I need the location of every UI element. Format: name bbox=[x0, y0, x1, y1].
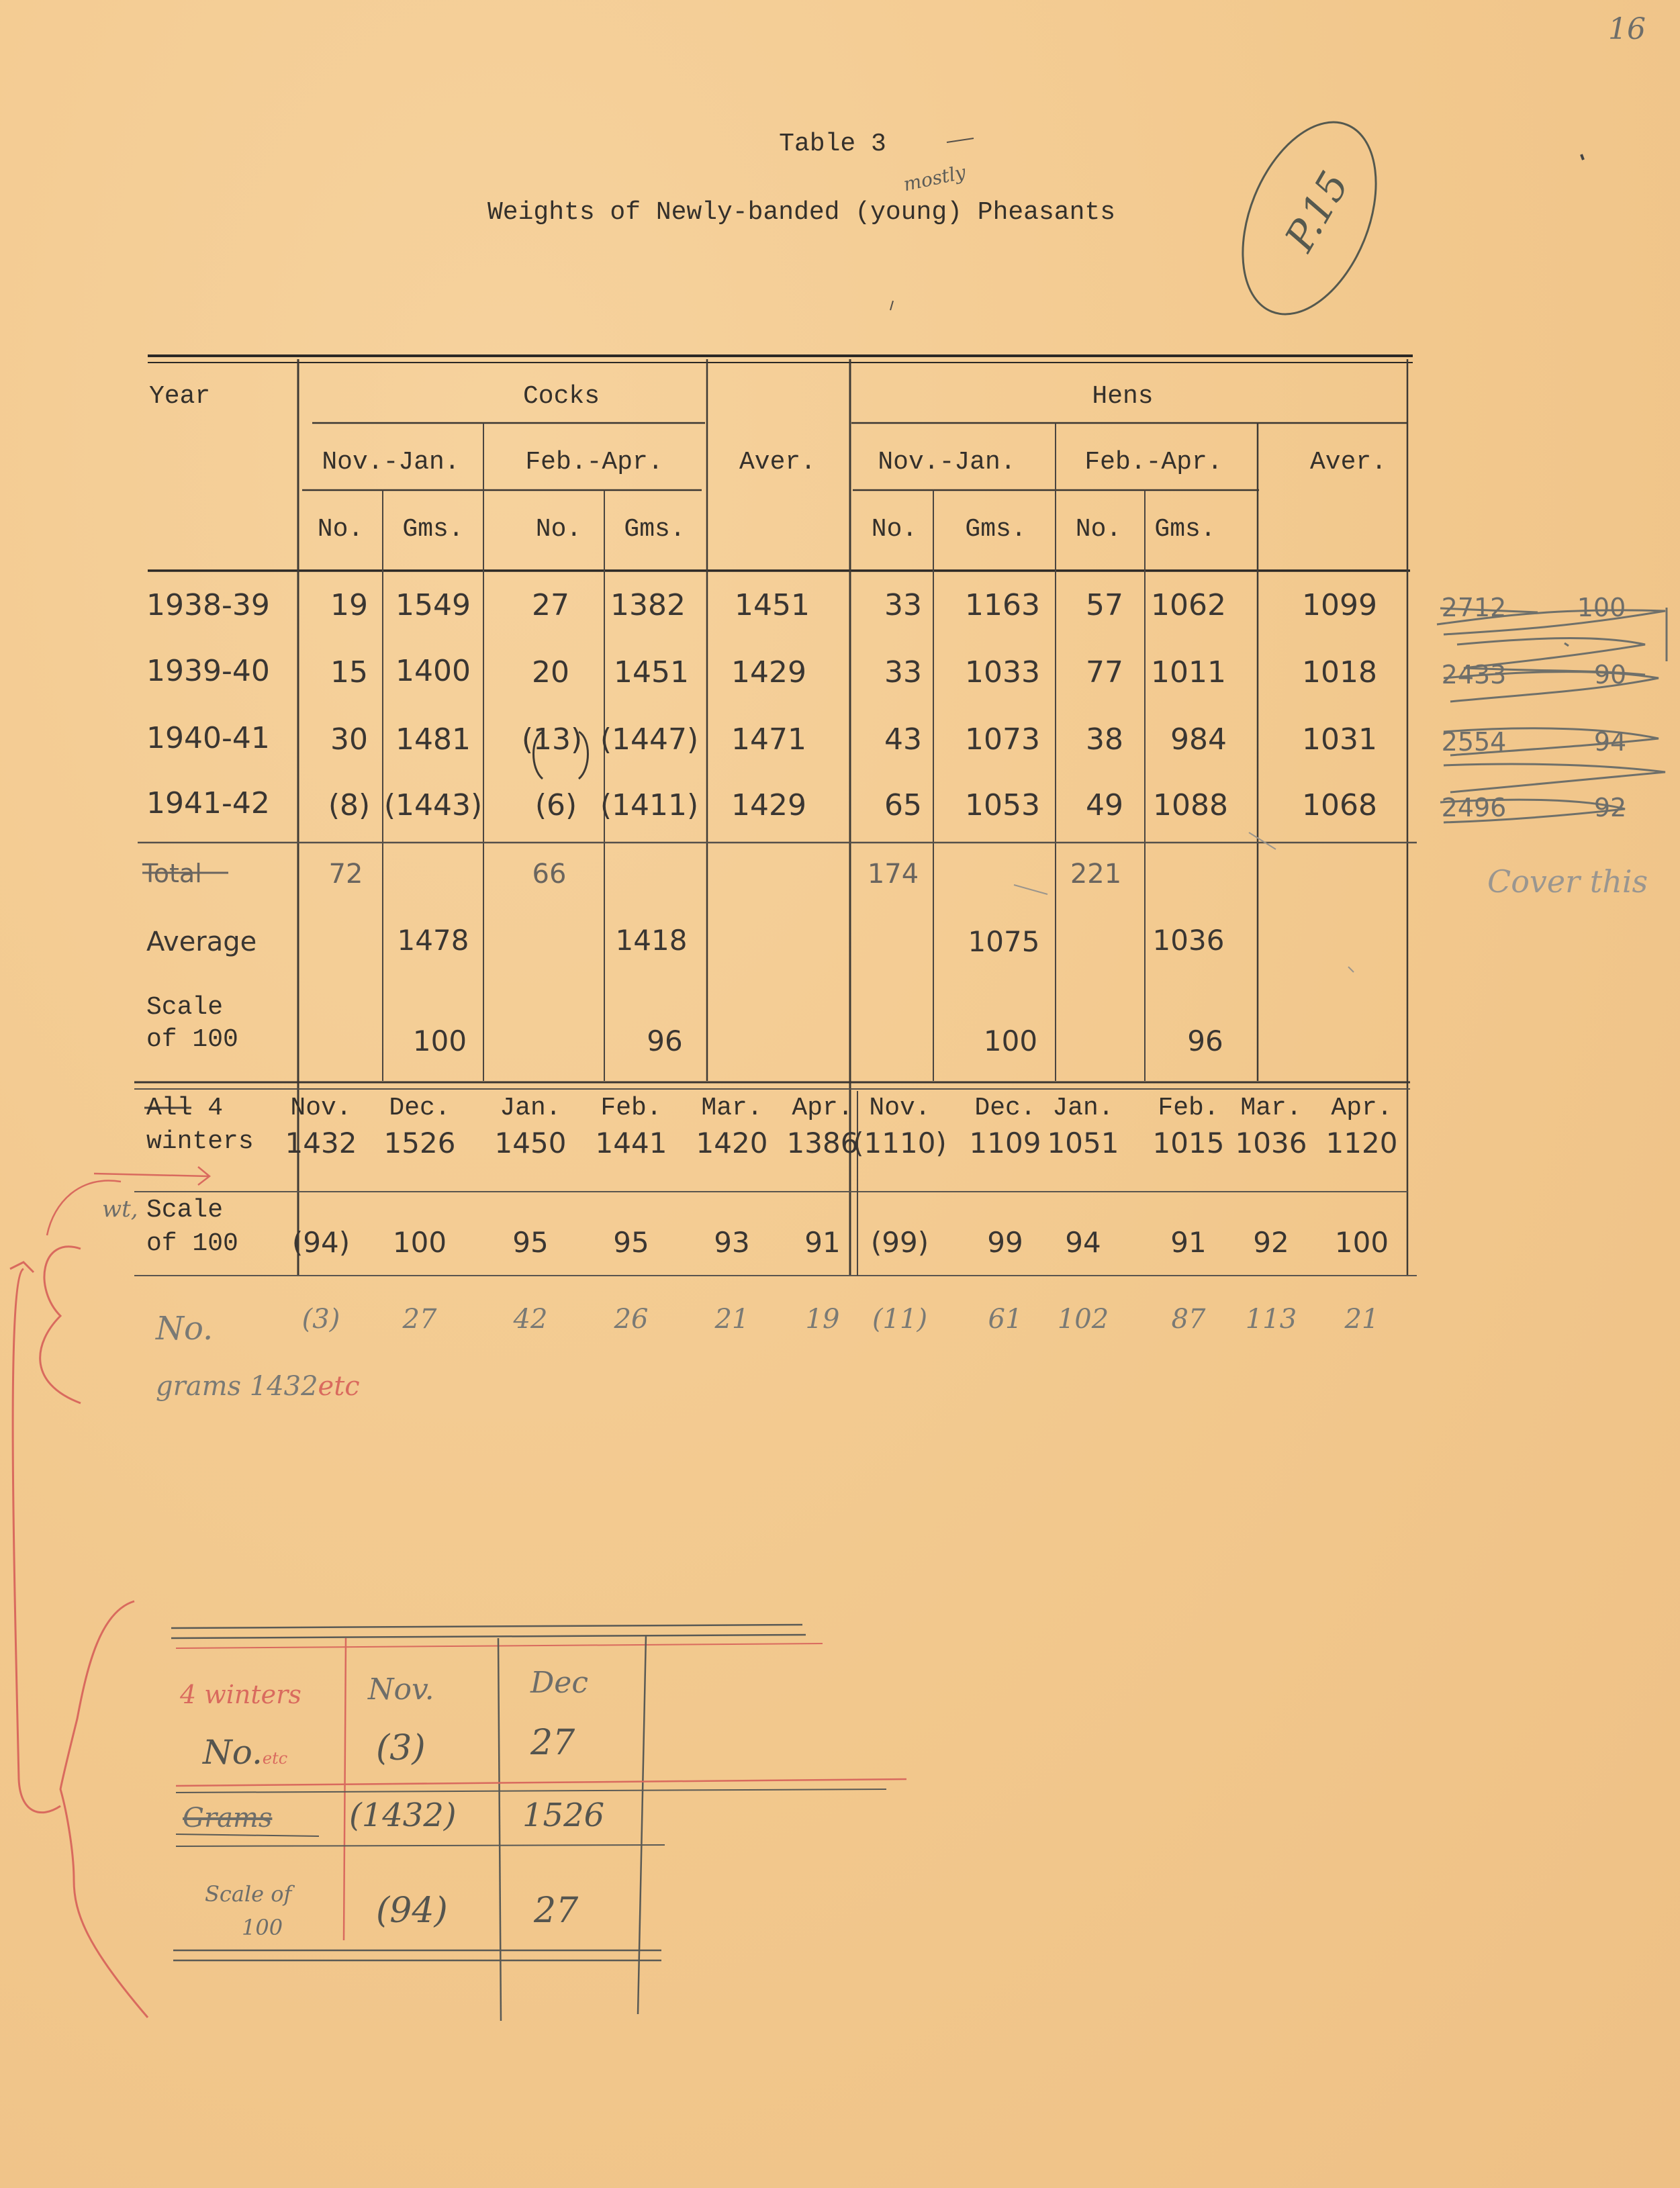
wt-scale-value: 100 bbox=[392, 1226, 447, 1259]
margin-note: Cover this bbox=[1487, 863, 1648, 900]
margin-value: 2433 bbox=[1441, 660, 1507, 689]
winters-label-line2: winters bbox=[146, 1127, 254, 1156]
cell: 1471 bbox=[731, 722, 806, 757]
header-cocks-nov-jan: Nov.-Jan. bbox=[322, 448, 460, 477]
margin-value: 92 bbox=[1593, 793, 1627, 822]
winter-month-label: Feb. bbox=[1158, 1094, 1219, 1123]
cell: 984 bbox=[1170, 722, 1227, 757]
cell: 1099 bbox=[1302, 588, 1377, 622]
cell: (1447) bbox=[600, 722, 699, 757]
cell: 1478 bbox=[397, 924, 469, 957]
header-no: No. bbox=[871, 515, 918, 544]
cell: 1018 bbox=[1302, 655, 1377, 689]
table-subtitle bbox=[487, 200, 1115, 226]
scale-label: of 100 bbox=[146, 1025, 238, 1054]
cell: 49 bbox=[1086, 788, 1123, 822]
cell: 20 bbox=[532, 655, 569, 689]
winter-value: (1110) bbox=[853, 1127, 947, 1159]
page-number: 16 bbox=[1608, 12, 1646, 46]
sketch-col-dec: Dec bbox=[530, 1666, 588, 1700]
winter-month-label: Apr. bbox=[792, 1094, 853, 1123]
cell: 1075 bbox=[968, 925, 1040, 958]
sketch-no-dec: 27 bbox=[530, 1723, 575, 1763]
winter-value: 1441 bbox=[595, 1127, 667, 1159]
winter-month-label: Dec. bbox=[974, 1094, 1036, 1123]
header-hens-feb-apr: Feb.-Apr. bbox=[1084, 448, 1223, 477]
margin-value: 90 bbox=[1593, 660, 1627, 689]
cell: 1400 bbox=[395, 654, 471, 688]
cell: 72 bbox=[328, 859, 363, 890]
cell: 1011 bbox=[1151, 655, 1226, 689]
wt-scale-value: 99 bbox=[987, 1226, 1023, 1259]
sketch-row-no-label: No. bbox=[203, 1733, 263, 1772]
sketch-row-scale-2: 100 bbox=[242, 1915, 283, 1940]
header-hens-nov-jan: Nov.-Jan. bbox=[878, 448, 1016, 477]
winter-value: 1015 bbox=[1152, 1127, 1225, 1159]
cell: (1411) bbox=[600, 788, 699, 822]
subtitle-insert: mostly bbox=[901, 160, 968, 196]
cell: 77 bbox=[1086, 655, 1123, 689]
header-gms: Gms. bbox=[624, 515, 686, 544]
year: 1939-40 bbox=[146, 654, 270, 688]
cell: 1451 bbox=[735, 588, 810, 622]
hand-no-value: 19 bbox=[805, 1304, 840, 1335]
hand-no-value: 21 bbox=[714, 1304, 749, 1335]
header-year: Year bbox=[149, 382, 211, 411]
wt-scale-value: (94) bbox=[291, 1226, 351, 1259]
winter-value: 1432 bbox=[285, 1127, 357, 1159]
wt-scale-value: 91 bbox=[1170, 1226, 1207, 1259]
cell: 1068 bbox=[1302, 788, 1377, 822]
sketch-grams-dec: 1526 bbox=[522, 1797, 605, 1834]
sketch-no-nov: (3) bbox=[376, 1728, 426, 1768]
hand-no-value: 42 bbox=[513, 1304, 548, 1335]
average-label: Average bbox=[146, 926, 257, 957]
cell: (1443) bbox=[383, 788, 483, 822]
subtitle-suffix: Pheasants bbox=[977, 198, 1115, 227]
subtitle-prefix: Weights of Newly-banded bbox=[487, 198, 840, 227]
wt-scale-hand: wt, bbox=[102, 1196, 138, 1223]
table-title: Table 3 bbox=[779, 130, 886, 158]
margin-value: 2496 bbox=[1441, 793, 1507, 822]
winters-label-line1: All 4 bbox=[146, 1094, 224, 1123]
total-label: Total bbox=[142, 859, 202, 888]
cell: 174 bbox=[867, 859, 919, 890]
hand-no-value: (3) bbox=[301, 1304, 340, 1335]
wt-scale-value: 91 bbox=[804, 1226, 841, 1259]
hand-grams-label: grams bbox=[156, 1371, 242, 1402]
wt-scale-value: 95 bbox=[512, 1226, 549, 1259]
sketch-scale-nov: (94) bbox=[376, 1891, 448, 1931]
sketch-col-nov: Nov. bbox=[368, 1672, 434, 1707]
margin-value: 100 bbox=[1577, 593, 1626, 622]
cell: 1073 bbox=[965, 722, 1040, 757]
winter-month-label: Dec. bbox=[389, 1094, 451, 1123]
cell: 65 bbox=[884, 788, 922, 822]
sketch-row-no bbox=[203, 1733, 288, 1772]
wt-scale-value: 92 bbox=[1253, 1226, 1289, 1259]
winter-month-label: Nov. bbox=[869, 1094, 931, 1123]
sketch-row-no-suffix: etc bbox=[262, 1749, 288, 1768]
winter-month-label: Nov. bbox=[290, 1094, 352, 1123]
cell: 66 bbox=[532, 859, 567, 890]
hand-no-value: 102 bbox=[1057, 1304, 1109, 1335]
cell: 1163 bbox=[965, 588, 1040, 622]
cell: 1031 bbox=[1302, 722, 1377, 757]
cell: 33 bbox=[884, 588, 922, 622]
header-cocks-feb-apr: Feb.-Apr. bbox=[525, 448, 663, 477]
header-no: No. bbox=[317, 515, 364, 544]
cell: 33 bbox=[884, 655, 922, 689]
hand-no-value: 21 bbox=[1344, 1304, 1379, 1335]
winter-value: 1036 bbox=[1235, 1127, 1307, 1159]
hand-no-value: 87 bbox=[1171, 1304, 1206, 1335]
header-no: No. bbox=[535, 515, 582, 544]
header-no: No. bbox=[1075, 515, 1122, 544]
cell: 27 bbox=[532, 588, 569, 622]
cell: 1429 bbox=[731, 788, 806, 822]
winter-month-label: Feb. bbox=[600, 1094, 662, 1123]
hand-no-value: 113 bbox=[1245, 1304, 1297, 1335]
cell: 100 bbox=[412, 1025, 467, 1057]
wt-scale-value: (99) bbox=[870, 1226, 929, 1259]
winter-value: 1526 bbox=[383, 1127, 456, 1159]
winter-month-label: Mar. bbox=[1240, 1094, 1302, 1123]
sketch-grams-nov: (1432) bbox=[349, 1797, 457, 1834]
header-gms: Gms. bbox=[1154, 515, 1216, 544]
cell: 221 bbox=[1070, 859, 1122, 890]
header-gms: Gms. bbox=[965, 515, 1027, 544]
margin-value: 2712 bbox=[1441, 593, 1507, 622]
year: 1940-41 bbox=[146, 721, 270, 755]
hand-no-value: (11) bbox=[872, 1304, 928, 1335]
cell: 96 bbox=[1187, 1025, 1223, 1057]
winter-value: 1386 bbox=[786, 1127, 859, 1159]
winter-value: 1051 bbox=[1047, 1127, 1119, 1159]
header-cocks-aver: Aver. bbox=[739, 448, 816, 477]
circled-note: P.15 bbox=[1276, 163, 1359, 260]
wt-scale-value: 94 bbox=[1065, 1226, 1101, 1259]
hand-grams-suffix: etc bbox=[318, 1371, 360, 1402]
cell: 1053 bbox=[965, 788, 1040, 822]
margin-value: 94 bbox=[1593, 727, 1627, 757]
cell: 96 bbox=[647, 1025, 683, 1057]
header-gms: Gms. bbox=[402, 515, 464, 544]
hand-no-value: 26 bbox=[614, 1304, 649, 1335]
winter-value: 1120 bbox=[1325, 1127, 1398, 1159]
cell: 15 bbox=[330, 655, 368, 689]
subtitle-paren: (young) bbox=[855, 198, 962, 227]
cell: 43 bbox=[884, 722, 922, 757]
scale-label: Scale bbox=[146, 993, 224, 1022]
winter-month-label: Jan. bbox=[500, 1094, 561, 1123]
header-cocks: Cocks bbox=[522, 382, 600, 411]
winter-value: 1450 bbox=[494, 1127, 567, 1159]
cell: 1418 bbox=[615, 924, 688, 957]
winter-month-label: Jan. bbox=[1052, 1094, 1114, 1123]
header-hens: Hens bbox=[1092, 382, 1154, 411]
year: 1941-42 bbox=[146, 786, 270, 820]
cell: 57 bbox=[1086, 588, 1123, 622]
cell: 1549 bbox=[395, 588, 471, 622]
sketch-scale-dec: 27 bbox=[534, 1891, 579, 1931]
cell: 1033 bbox=[965, 655, 1040, 689]
wt-scale-value: 100 bbox=[1334, 1226, 1389, 1259]
cell: 1382 bbox=[610, 588, 686, 622]
sketch-header-label: 4 winters bbox=[180, 1680, 301, 1709]
winter-month-label: Apr. bbox=[1331, 1094, 1393, 1123]
cell: 1088 bbox=[1153, 788, 1228, 822]
hand-no-value: 61 bbox=[988, 1304, 1023, 1335]
year: 1938-39 bbox=[146, 588, 270, 622]
cell: 1062 bbox=[1151, 588, 1226, 622]
winter-value: 1109 bbox=[969, 1127, 1041, 1159]
cell: (6) bbox=[534, 788, 577, 822]
cell: 19 bbox=[330, 588, 368, 622]
sketch-row-scale: Scale of bbox=[205, 1881, 292, 1907]
cell: 1451 bbox=[614, 655, 689, 689]
margin-value: 2554 bbox=[1441, 727, 1507, 757]
hand-no-label: No. bbox=[156, 1310, 214, 1347]
cell: 1429 bbox=[731, 655, 806, 689]
cell: 1036 bbox=[1152, 924, 1225, 957]
winter-value: 1420 bbox=[696, 1127, 768, 1159]
hand-grams-note bbox=[156, 1373, 360, 1400]
winter-month-label: Mar. bbox=[701, 1094, 763, 1123]
wt-scale-label: of 100 bbox=[146, 1229, 238, 1258]
cell: 1481 bbox=[395, 722, 471, 757]
cell: (8) bbox=[328, 788, 371, 822]
cell: 38 bbox=[1086, 722, 1123, 757]
wt-scale-value: 93 bbox=[714, 1226, 750, 1259]
hand-no-value: 27 bbox=[402, 1304, 437, 1335]
cell: (13) bbox=[521, 722, 583, 757]
cell: 100 bbox=[983, 1025, 1038, 1057]
wt-scale-label: Scale bbox=[146, 1196, 224, 1225]
cell: 30 bbox=[330, 722, 368, 757]
wt-scale-value: 95 bbox=[613, 1226, 649, 1259]
sketch-row-grams: Grams bbox=[183, 1803, 273, 1834]
hand-grams-value: 1432 bbox=[249, 1371, 318, 1402]
header-hens-aver: Aver. bbox=[1309, 448, 1387, 477]
